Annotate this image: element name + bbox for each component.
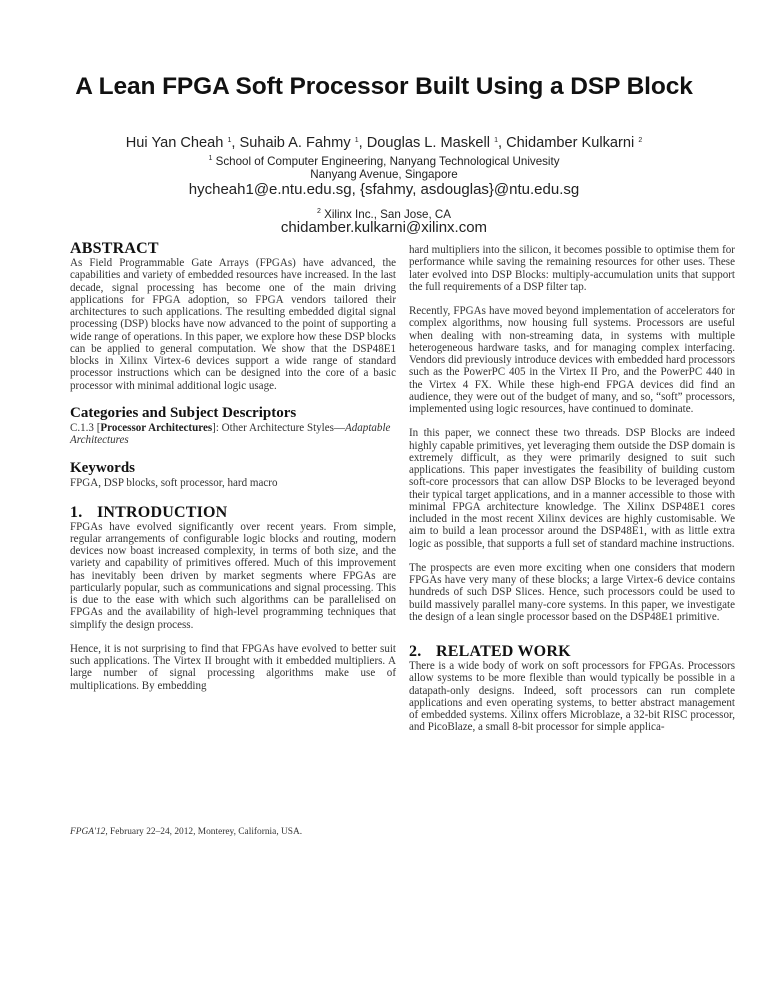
affiliation-1-email: hycheah1@e.ntu.edu.sg, {sfahmy, asdouglas}@ntu.edu.sg <box>188 181 580 198</box>
section-number: 2. <box>409 643 422 660</box>
abstract-text: As Field Programmable Gate Arrays (FPGAs) have advanced, the capabilities and variety of embedded resources have increased. In the last decade, signal processing has become one of the main driving applications for FPGA adoption, so FPGA vendors tailored their architectures to such applications. The resulting embedded digital signal processing (DSP) blocks have now advanced to the point of supporting a wide range of operations. In this paper, we explore how these DSP blocks can be applied to general computation. We show that the DSP48E1 blocks in Xilinx Virtex-6 devices support a wide range of standard processor instructions which can be designed into the core of a basic processor with minimal additional logic usage. <box>70 257 396 392</box>
intro-paragraph-5: In this paper, we connect these two threads. DSP Blocks are indeed highly capable primitives, yet leveraging them outside the DSP domain is extremely difficult, as they were primarily designed to suit such applications. This paper investigates the feasibility of building custom soft-core processors that can allow DSP Blocks to be leveraged beyond their typical target applications, and in a manner accessible to those with minimal FPGA architecture knowledge. The Xilinx DSP48E1 cores included in the most recent Xilinx devices are highly customisable. We aim to build a lean processor around the DSP48E1, with as little extra logic as possible, that supports a full set of standard machine instructions. <box>409 427 735 550</box>
keywords-heading: Keywords <box>70 460 135 477</box>
category-bold: Processor Architectures <box>100 421 213 434</box>
related-work-text: There is a wide body of work on soft processors for FPGAs. Processors allow systems to be more flexible than would typically be possible in a datapath-only designs. Indeed, soft processors can run complete applications and even operating systems, to better abstract management of embedded systems. Xilinx offers Microblaze, a 32-bit RISC processor, and PicoBlaze, a small 8-bit processor for simple applica- <box>409 660 735 734</box>
intro-paragraph-1: FPGAs have evolved significantly over recent years. From simple, regular arrangements of configurable logic blocks and routing, modern devices now boast increased complexity, in terms of both size, and the variety and capability of primitives offered. Much of this improvement has inevitably been driven by market segments where FPGAs are particularly popular, such as communications and signal processing. This is due to the ease with which such algorithms can be parallelised on FPGAs and the availability of high-level programming techniques that simplify the design process. <box>70 520 396 631</box>
categories-heading: Categories and Subject Descriptors <box>70 404 297 421</box>
author-affiliation-marker: 1 <box>494 137 498 144</box>
conference-name: FPGA'12 <box>70 827 106 837</box>
author-list: Hui Yan Cheah $^1$, Suhaib A. Fahmy $^1$, Douglas L. Maskell $^1$, Chidamber Kulkarni $^2$ <box>125 135 643 151</box>
affiliation-2-email: chidamber.kulkarni@xilinx.com <box>280 219 488 236</box>
related-work-heading <box>409 643 735 660</box>
author-name: Suhaib A. Fahmy <box>239 135 351 151</box>
author-affiliation-marker: 1 <box>354 137 359 144</box>
intro-paragraph-2: Hence, it is not surprising to find that FPGAs have evolved to better suit such applications. The Virtex II brought with it embedded multipliers. A large number of signal processing algorithms make use of multiplications. By embedding <box>70 642 396 692</box>
section-title: INTRODUCTION <box>97 503 228 521</box>
author-block <box>0 132 768 237</box>
affiliation-1-address: Nanyang Avenue, Singapore <box>310 168 458 181</box>
conference-footnote <box>70 827 302 837</box>
left-column <box>70 240 396 692</box>
intro-paragraph-4: Recently, FPGAs have moved beyond implementation of accelerators for complex algorithms, now housing full systems. Processors are useful when dealing with non-streaming data, in systems with multiple heterogeneous hardware tasks, and for managing complex interfacing. Vendors did previously introduce devices with embedded hard processors such as the PowerPC 405 in the Virtex II Pro, and the PowerPC 440 in the Virtex 4 FX. While these high-end FPGA devices did find an audience, they were out of the budget of many, and so, “soft” processors, implemented using logic resources, have continued to dominate. <box>409 305 735 415</box>
section-title: RELATED WORK <box>436 643 571 660</box>
affiliation-2-line1: Xilinx Inc., San Jose, CA <box>324 208 452 221</box>
intro-paragraph-3: hard multipliers into the silicon, it becomes possible to optimise them for performance while saving the remaining resources for other uses. These later evolved into DSP Blocks: multiply-accumulation units that support the full requirements of a DSP filter tap. <box>409 244 735 293</box>
author-name: Chidamber Kulkarni <box>506 135 635 151</box>
author-affiliation-marker: 1 <box>227 137 232 144</box>
affiliation-1 <box>0 152 768 168</box>
conference-details: , February 22–24, 2012, Monterey, California, USA. <box>105 827 303 837</box>
keywords-text: FPGA, DSP blocks, soft processor, hard macro <box>70 477 278 490</box>
introduction-heading <box>70 504 396 521</box>
author-affiliation-marker: 2 <box>638 137 643 144</box>
right-column <box>409 244 735 734</box>
section-number: 1. <box>70 503 83 521</box>
paper-title: A Lean FPGA Soft Processor Built Using a DSP Block <box>75 73 693 100</box>
intro-paragraph-6: The prospects are even more exciting when one considers that modern FPGAs have very many of these blocks; a large Virtex-6 device contains hundreds of such DSP Slices. Hence, such processors could be used to build massively parallel many-core systems. In this paper, we investigate the design of a lean single processor based on the DSP48E1 primitive. <box>409 561 735 623</box>
category-rest: ]: Other Architecture Styles— <box>212 421 346 434</box>
affiliation-marker: 1 <box>208 155 213 162</box>
category-code: C.1.3 [ <box>70 421 101 434</box>
abstract-heading: ABSTRACT <box>70 240 159 257</box>
affiliation-1-line1: School of Computer Engineering, Nanyang Technological Univesity <box>215 155 560 168</box>
author-name: Hui Yan Cheah <box>125 135 224 151</box>
category-italic: Adaptable Architectures <box>70 421 391 446</box>
categories-text <box>70 422 396 447</box>
author-name: Douglas L. Maskell <box>366 135 490 151</box>
affiliation-marker: 2 <box>316 208 321 215</box>
